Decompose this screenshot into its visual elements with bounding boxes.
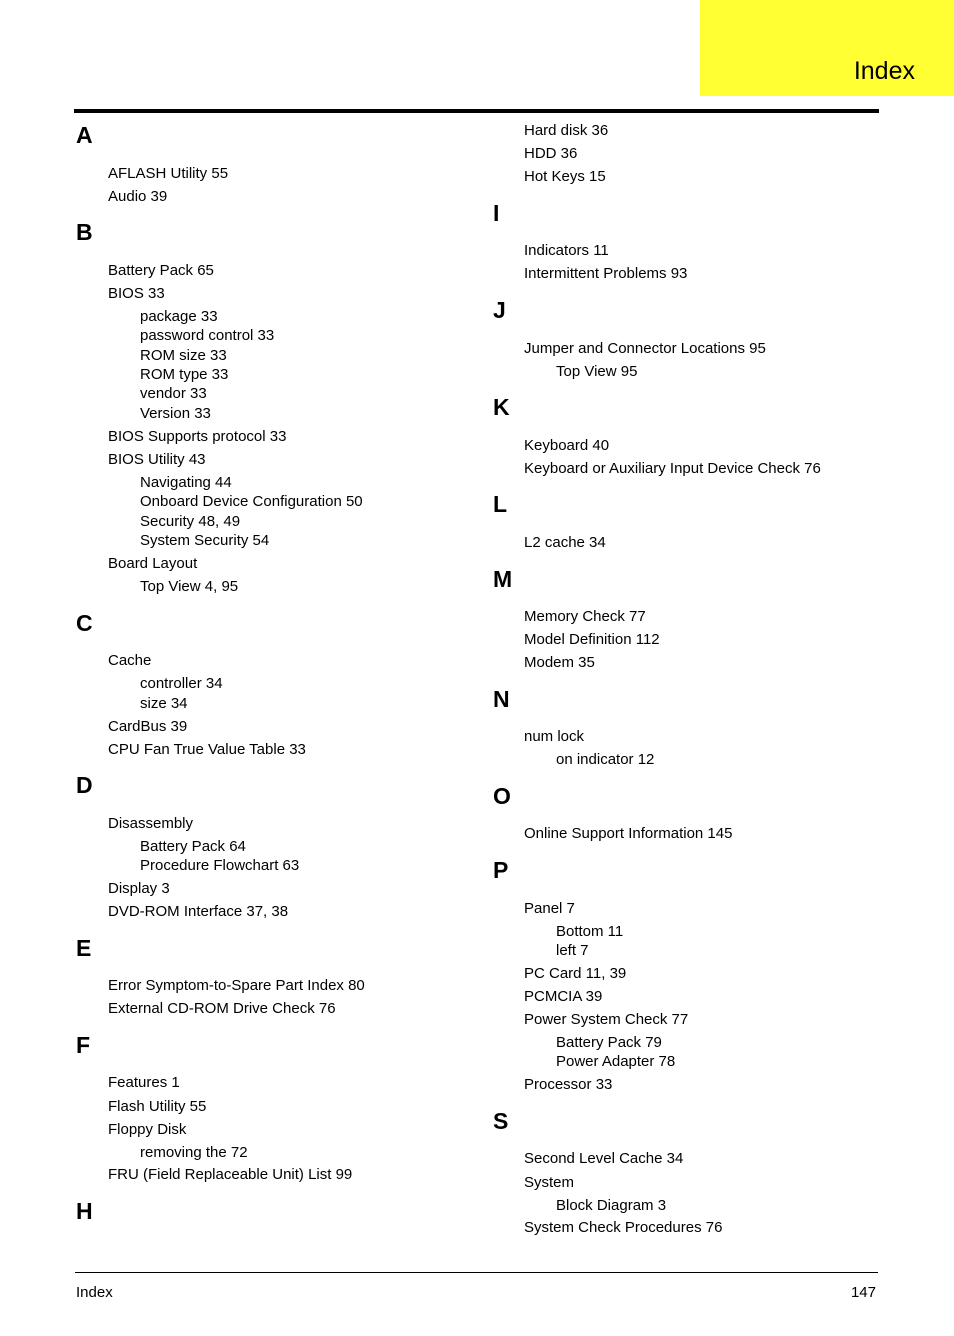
index-subentry: Power Adapter 78: [556, 1053, 676, 1070]
index-subentry: size 34: [140, 695, 188, 712]
index-subentry: System Security 54: [140, 532, 270, 549]
index-entry: Keyboard 40: [524, 437, 610, 454]
index-subentry: Bottom 11: [556, 923, 624, 940]
index-entry: Features 1: [108, 1074, 180, 1091]
index-entry: Power System Check 77: [524, 1011, 689, 1028]
index-subentry: Battery Pack 79: [556, 1034, 662, 1051]
index-entry: BIOS Supports protocol 33: [108, 428, 287, 445]
index-entry: Memory Check 77: [524, 608, 646, 625]
index-subentry: Navigating 44: [140, 474, 232, 491]
index-subentry: vendor 33: [140, 385, 207, 402]
page-number: 147: [850, 1284, 876, 1301]
index-subentry: Block Diagram 3: [556, 1197, 667, 1214]
index-entry: AFLASH Utility 55: [108, 165, 229, 182]
section-letter: O: [493, 783, 511, 809]
index-subentry: ROM size 33: [140, 347, 227, 364]
index-entry: Second Level Cache 34: [524, 1150, 684, 1167]
index-entry: Panel 7: [524, 900, 575, 917]
index-entry: Flash Utility 55: [108, 1098, 207, 1115]
index-entry: PCMCIA 39: [524, 988, 603, 1005]
index-entry: PC Card 11, 39: [524, 965, 627, 982]
index-subentry: removing the 72: [140, 1144, 248, 1161]
index-entry: Floppy Disk: [108, 1121, 187, 1138]
index-entry: Modem 35: [524, 654, 595, 671]
index-entry: BIOS Utility 43: [108, 451, 206, 468]
index-entry: Processor 33: [524, 1076, 613, 1093]
index-entry: CardBus 39: [108, 718, 188, 735]
index-subentry: password control 33: [140, 327, 275, 344]
section-letter: B: [76, 219, 93, 245]
index-entry: Jumper and Connector Locations 95: [524, 340, 766, 357]
section-letter: K: [493, 394, 510, 420]
footer-section-label: Index: [76, 1284, 113, 1301]
section-letter: M: [493, 566, 513, 592]
index-entry: Model Definition 112: [524, 631, 660, 648]
index-entry: num lock: [524, 728, 585, 745]
index-subentry: Top View 95: [556, 363, 638, 380]
index-entry: Indicators 11: [524, 242, 609, 259]
index-entry: HDD 36: [524, 145, 578, 162]
index-entry: Cache: [108, 652, 152, 669]
index-entry: System Check Procedures 76: [524, 1219, 723, 1236]
top-rule: [74, 109, 879, 113]
index-entry: Audio 39: [108, 188, 168, 205]
index-subentry: Onboard Device Configuration 50: [140, 493, 363, 510]
index-entry: Battery Pack 65: [108, 262, 214, 279]
index-subentry: Security 48, 49: [140, 513, 241, 530]
index-entry: Keyboard or Auxiliary Input Device Check 76: [524, 460, 821, 477]
section-letter: N: [493, 686, 510, 712]
index-entry: FRU (Field Replaceable Unit) List 99: [108, 1166, 353, 1183]
section-letter: C: [76, 610, 93, 636]
index-subentry: left 7: [556, 942, 589, 959]
section-letter: I: [493, 200, 500, 226]
index-entry: Error Symptom-to-Spare Part Index 80: [108, 977, 365, 994]
index-entry: System: [524, 1174, 575, 1191]
section-letter: D: [76, 772, 93, 798]
section-letter: P: [493, 857, 509, 883]
section-letter: S: [493, 1108, 509, 1134]
section-letter: F: [76, 1032, 91, 1058]
section-letter: J: [493, 297, 506, 323]
index-entry: Board Layout: [108, 555, 198, 572]
index-entry: L2 cache 34: [524, 534, 606, 551]
section-letter: L: [493, 491, 508, 517]
index-subentry: ROM type 33: [140, 366, 229, 383]
index-entry: CPU Fan True Value Table 33: [108, 741, 306, 758]
index-subentry: package 33: [140, 308, 218, 325]
header-highlight-box: [700, 0, 954, 96]
index-subentry: controller 34: [140, 675, 223, 692]
index-entry: Disassembly: [108, 815, 194, 832]
section-letter: A: [76, 122, 93, 148]
index-subentry: Version 33: [140, 405, 211, 422]
index-subentry: on indicator 12: [556, 751, 655, 768]
index-entry: Hard disk 36: [524, 122, 609, 139]
index-entry: Hot Keys 15: [524, 168, 606, 185]
section-letter: E: [76, 935, 92, 961]
index-entry: Display 3: [108, 880, 170, 897]
index-entry: DVD-ROM Interface 37, 38: [108, 903, 289, 920]
index-entry: External CD-ROM Drive Check 76: [108, 1000, 336, 1017]
index-entry: BIOS 33: [108, 285, 165, 302]
index-subentry: Battery Pack 64: [140, 838, 246, 855]
index-subentry: Procedure Flowchart 63: [140, 857, 300, 874]
footer-rule: [75, 1272, 878, 1273]
index-entry: Online Support Information 145: [524, 825, 733, 842]
index-entry: Intermittent Problems 93: [524, 265, 688, 282]
section-letter: H: [76, 1198, 93, 1224]
index-subentry: Top View 4, 95: [140, 578, 239, 595]
page-title: Index: [853, 57, 915, 85]
